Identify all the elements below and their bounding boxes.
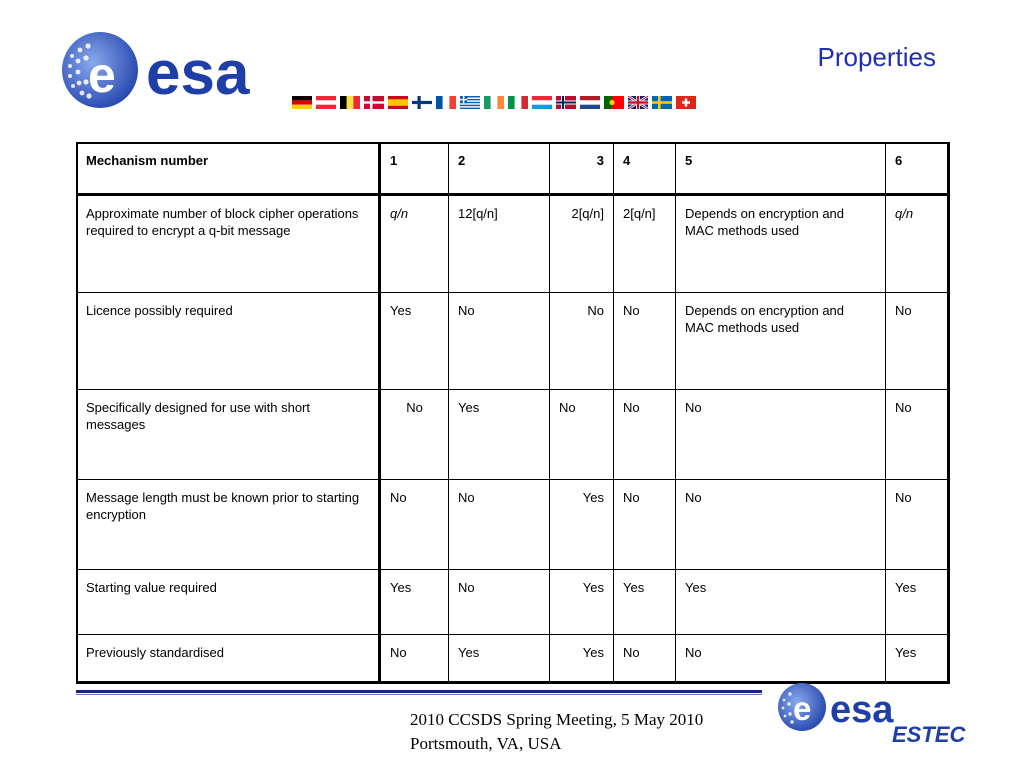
footer-line2: Portsmouth, VA, USA (410, 734, 562, 753)
table-cell: No (614, 390, 676, 480)
header-cell: 3 (550, 143, 614, 195)
footer-divider-thin (76, 694, 762, 695)
footer-divider (76, 690, 762, 693)
slide-title: Properties (817, 42, 936, 72)
footer-line1: 2010 CCSDS Spring Meeting, 5 May 2010 (410, 710, 704, 729)
table-cell: No (449, 570, 550, 635)
header-cell: Mechanism number (77, 143, 380, 195)
greece-flag-icon (460, 96, 480, 109)
table-cell: Yes (449, 390, 550, 480)
header-cell: 5 (676, 143, 886, 195)
table-cell: Depends on encryption and MAC methods used (676, 195, 886, 293)
table-row (77, 390, 950, 480)
table-cell: Yes (550, 635, 614, 684)
table-cell: No (886, 480, 950, 570)
table-cell: q/n (380, 195, 449, 293)
row-label-cell: Previously standardised (77, 635, 380, 684)
table-cell: No (449, 480, 550, 570)
table-cell: Yes (550, 480, 614, 570)
table-cell: No (550, 293, 614, 390)
table-cell: No (676, 635, 886, 684)
estec-label: ESTEC (892, 722, 966, 747)
table-cell: No (614, 293, 676, 390)
esa-logo-e: e (793, 690, 812, 727)
table-cell: No (676, 480, 886, 570)
table-cell: Yes (550, 570, 614, 635)
row-label-cell: Approximate number of block cipher operations required to encrypt a q-bit message (77, 195, 380, 293)
luxembourg-flag-icon (532, 96, 552, 109)
esa-estec-logo (776, 680, 986, 750)
table-cell: No (614, 480, 676, 570)
austria-flag-icon (316, 96, 336, 109)
member-state-flags (292, 96, 696, 110)
table-cell: Yes (449, 635, 550, 684)
finland-flag-icon (412, 96, 432, 109)
table-cell: No (380, 635, 449, 684)
table-cell: Yes (614, 570, 676, 635)
spain-flag-icon (388, 96, 408, 109)
table-header-row (77, 143, 950, 195)
table-cell: No (614, 635, 676, 684)
header-cell: 1 (380, 143, 449, 195)
properties-table (76, 142, 950, 684)
table-cell: No (380, 480, 449, 570)
table-cell: No (886, 293, 950, 390)
sweden-flag-icon (652, 96, 672, 109)
table-cell: Yes (886, 570, 950, 635)
footer-logo-text: esa (830, 689, 894, 731)
netherlands-flag-icon (580, 96, 600, 109)
table-row (77, 570, 950, 635)
header-cell: 2 (449, 143, 550, 195)
table-cell: Yes (676, 570, 886, 635)
france-flag-icon (436, 96, 456, 109)
table-row (77, 480, 950, 570)
table-cell: No (449, 293, 550, 390)
table-cell: Depends on encryption and MAC methods used (676, 293, 886, 390)
table-row (77, 635, 950, 684)
esa-logo (60, 28, 285, 112)
ireland-flag-icon (484, 96, 504, 109)
table-row (77, 195, 950, 293)
norway-flag-icon (556, 96, 576, 109)
denmark-flag-icon (364, 96, 384, 109)
uk-flag-icon (628, 96, 648, 109)
footer-text (410, 708, 703, 756)
row-label-cell: Licence possibly required (77, 293, 380, 390)
row-label-cell: Specifically designed for use with short messages (77, 390, 380, 480)
table-row (77, 293, 950, 390)
table-cell: 12[q/n] (449, 195, 550, 293)
table-cell: Yes (380, 293, 449, 390)
germany-flag-icon (292, 96, 312, 109)
table-cell: Yes (886, 635, 950, 684)
table-cell: No (550, 390, 614, 480)
esa-logo-e: e (88, 47, 116, 103)
row-label-cell: Message length must be known prior to starting encryption (77, 480, 380, 570)
esa-logo-text: esa (146, 39, 250, 108)
table-cell: q/n (886, 195, 950, 293)
header-cell: 6 (886, 143, 950, 195)
table-cell: 2[q/n] (614, 195, 676, 293)
table-cell: No (676, 390, 886, 480)
switzerland-flag-icon (676, 96, 696, 109)
table-cell: 2[q/n] (550, 195, 614, 293)
portugal-flag-icon (604, 96, 624, 109)
table-cell: No (380, 390, 449, 480)
row-label-cell: Starting value required (77, 570, 380, 635)
header-cell: 4 (614, 143, 676, 195)
italy-flag-icon (508, 96, 528, 109)
table-cell: No (886, 390, 950, 480)
table-cell: Yes (380, 570, 449, 635)
belgium-flag-icon (340, 96, 360, 109)
